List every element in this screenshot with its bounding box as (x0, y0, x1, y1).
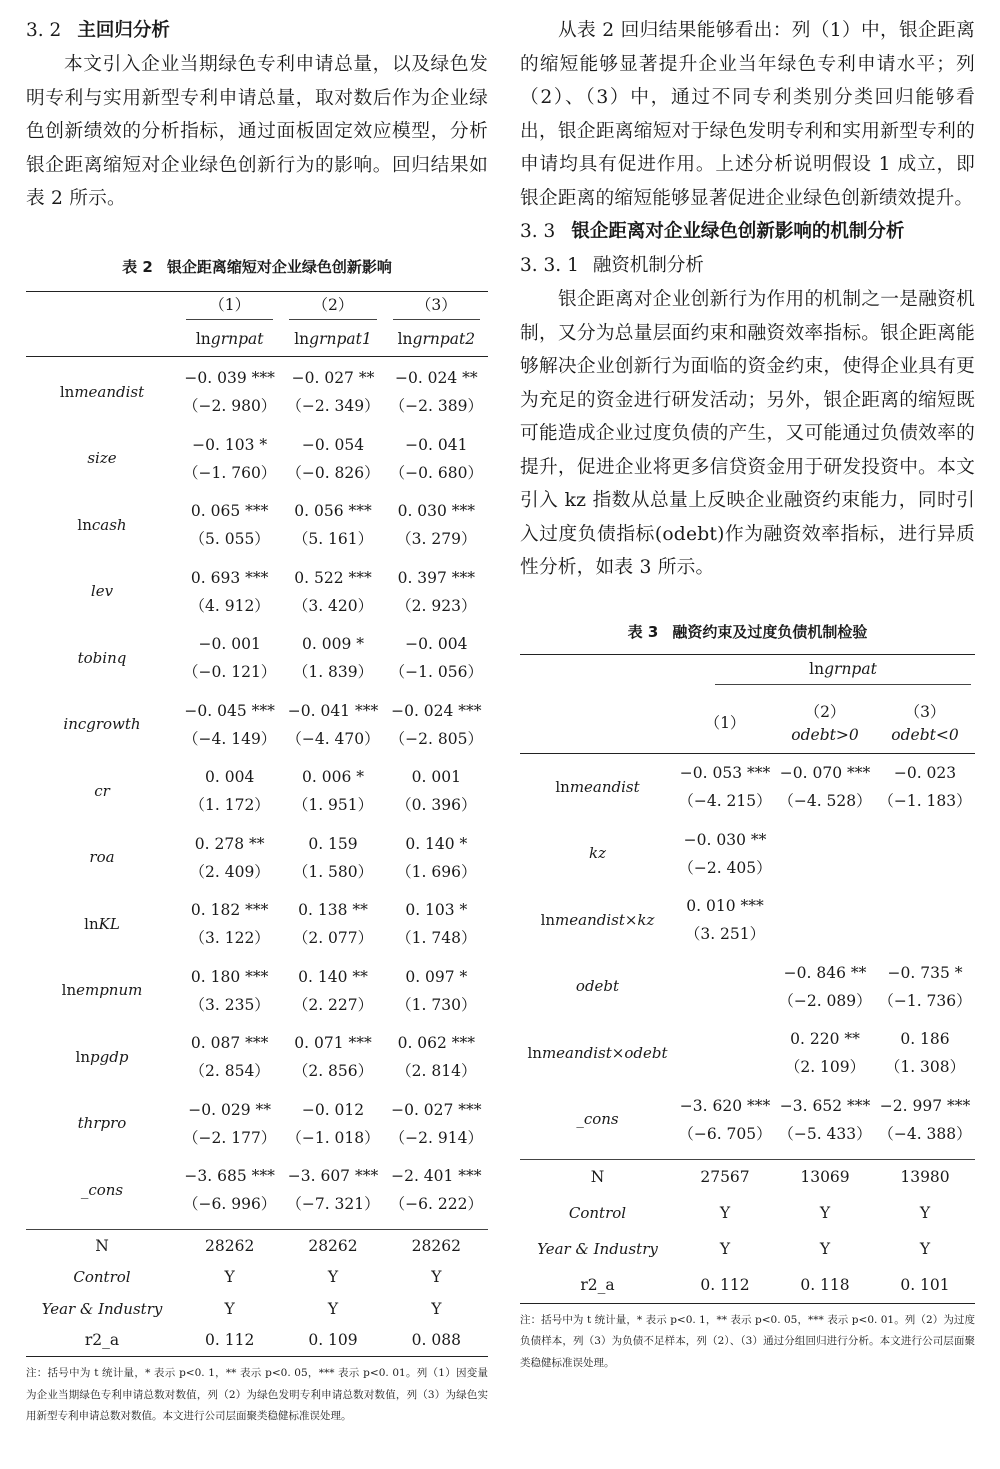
section-title: 银企距离对企业绿色创新影响的机制分析 (571, 221, 905, 242)
t-stat-value: （2. 923） (396, 596, 477, 615)
section-title: 主回归分析 (77, 20, 170, 41)
stat-value: 0. 088 (385, 1325, 488, 1357)
coefficient-row (26, 631, 488, 658)
table-title: 银企距离缩短对企业绿色创新影响 (166, 257, 392, 276)
stat-value: Y (327, 1299, 339, 1318)
variable-name: lnmeandist×kz (540, 910, 655, 929)
coefficient-row (26, 564, 488, 591)
stat-row (520, 1267, 975, 1303)
coefficient-value: −3. 685 *** (184, 1167, 275, 1185)
coefficient-row (26, 897, 488, 924)
t-stat-value: （−2. 914） (389, 1128, 483, 1147)
dependent-variable: lngrnpat1 (281, 322, 384, 357)
column-number: （2） (281, 291, 384, 322)
t-stat-value: （−4. 528） (778, 792, 872, 810)
variable-name: lnmeandist (59, 382, 145, 401)
coefficient-value: −3. 607 *** (287, 1167, 379, 1185)
stat-value: 0. 109 (281, 1325, 384, 1357)
t-stat-value: （2. 856） (292, 1062, 374, 1080)
row-spacer (520, 880, 975, 893)
t-stat-value: （0. 396） (396, 796, 477, 814)
t-stat-value: （−2. 980） (183, 397, 277, 415)
paragraph-main-regression: 本文引入企业当期绿色专利申请总量，以及绿色发明专利与实用新型专利申请总量，取对数后作为企业绿色创新绩效的分析指标，通过面板固定效应模型，分析银企距离缩短对企业绿色创新行为的影响。回归结果如表 2 所示。 (26, 54, 488, 209)
stat-value: Y (919, 1204, 931, 1222)
t-stat-value: （−2. 349） (286, 397, 380, 415)
stat-value: Y (819, 1240, 831, 1258)
t-stat-value: （−7. 321） (286, 1195, 380, 1213)
coefficient-value: −0. 004 (405, 635, 468, 653)
coefficient-value: 0. 186 (900, 1030, 950, 1048)
coefficient-value: 0. 010 *** (686, 897, 764, 915)
table-number: 表 2 (122, 257, 153, 276)
variable-name: lnmeandist×odebt (527, 1043, 668, 1062)
coefficient-value: −0. 001 (198, 635, 261, 653)
stat-value: 27567 (675, 1159, 775, 1195)
t-stat-value: （−4. 149） (183, 729, 277, 748)
coefficient-value: 0. 004 (205, 768, 255, 786)
stat-value: Y (431, 1299, 442, 1318)
header-blank (26, 291, 178, 322)
stat-value: Y (719, 1240, 731, 1258)
t-stat-value (675, 986, 775, 1013)
coefficient-value: 0. 140 * (405, 834, 468, 853)
t-stat-value (775, 853, 875, 880)
t-stat-value: （2. 409） (189, 862, 270, 881)
stat-value: 0. 112 (675, 1267, 775, 1303)
coefficient-value: −0. 846 ** (783, 963, 867, 982)
stat-value: Y (327, 1268, 339, 1287)
coefficient-value (775, 893, 875, 920)
coefficient-value: −0. 041 (405, 435, 468, 454)
t-stat-value: （3. 235） (189, 995, 270, 1014)
coefficient-value: 0. 140 ** (298, 967, 368, 986)
t-stat-value: （−1. 018） (286, 1128, 380, 1147)
variable-name: cr (94, 781, 110, 800)
stat-row (520, 1231, 975, 1267)
header-blank (520, 654, 675, 691)
t-stat-value: （1. 748） (396, 929, 477, 947)
t-stat-value: （2. 227） (292, 995, 374, 1014)
t-stat-value: （5. 055） (189, 530, 270, 548)
section-heading-3-2 (26, 14, 488, 48)
variable-name: lnempnum (61, 981, 143, 999)
header-blank (26, 322, 178, 357)
table-2-note: 注：括号中为 t 统计量，* 表示 p<0. 1，** 表示 p<0. 05，*** 表示 p<0. 01。列（1）因变量为企业当期绿色专利申请总数对数值，列（2）为绿色发明专利申请总数对数值，列（3）为绿色实用新型专利申请总数对数值。本文进行公司层面聚类稳健标准误处理。 (26, 1367, 488, 1422)
t-stat-value: （2. 077） (292, 929, 374, 947)
variable-name: size (87, 449, 117, 467)
section-number: 3. 3 (520, 221, 556, 242)
coefficient-value: 0. 220 ** (790, 1030, 860, 1048)
t-stat-value (875, 853, 975, 880)
stat-row (26, 1325, 488, 1357)
subsection-number: 3. 3. 1 (520, 255, 579, 276)
coefficient-value: 0. 278 ** (194, 834, 265, 853)
stat-row (26, 1262, 488, 1294)
t-stat-value: （−4. 215） (678, 792, 772, 810)
row-spacer (26, 1084, 488, 1097)
coefficient-value: −0. 024 ** (394, 369, 478, 387)
stat-value: 28262 (281, 1230, 384, 1262)
row-spacer (520, 1013, 975, 1026)
row-spacer (26, 751, 488, 764)
variable-name: _cons (576, 1110, 619, 1128)
t-stat-value: （−1. 736） (878, 991, 972, 1010)
t-stat-value: （1. 730） (396, 995, 477, 1014)
coefficient-row (26, 1163, 488, 1190)
coefficient-row (520, 826, 975, 853)
coefficient-value: 0. 056 *** (294, 502, 372, 520)
t-stat-value: （−0. 680） (389, 463, 483, 482)
t-stat-value: （−2. 089） (778, 991, 872, 1010)
coefficient-value: 0. 159 (308, 834, 358, 853)
left-column (26, 0, 488, 1428)
t-stat-value: （−6. 222） (389, 1195, 483, 1213)
stat-value: 0. 118 (775, 1267, 875, 1303)
coefficient-value: −0. 023 (893, 764, 957, 782)
coefficient-value (675, 1026, 775, 1053)
t-stat-value: （2. 814） (396, 1062, 477, 1080)
coefficient-value: 0. 182 *** (190, 901, 269, 919)
coefficient-row (26, 963, 488, 990)
row-spacer (26, 618, 488, 631)
t-stat-value: （3. 279） (396, 530, 477, 548)
coefficient-value: −0. 030 ** (683, 830, 767, 849)
t-stat-value: （−1. 183） (878, 792, 972, 810)
coefficient-value: −0. 041 *** (287, 701, 379, 720)
coefficient-value: 0. 138 ** (298, 901, 368, 919)
coefficient-value: −0. 024 *** (391, 701, 482, 720)
stat-value: 13980 (875, 1159, 975, 1195)
subsection-title: 融资机制分析 (592, 255, 704, 276)
t-stat-value: （1. 172） (189, 796, 270, 814)
stat-row (26, 1293, 488, 1325)
row-spacer (26, 951, 488, 964)
t-stat-value: （−1. 760） (183, 463, 277, 482)
variable-name: thrpro (77, 1114, 127, 1132)
variable-name: tobinq (77, 648, 127, 667)
variable-name: Control (73, 1268, 131, 1287)
coefficient-value: 0. 030 *** (397, 502, 476, 520)
variable-name: r2_a (520, 1267, 675, 1303)
subsection-heading-3-3-1 (520, 249, 975, 283)
stat-value: Y (224, 1268, 235, 1287)
t-stat-value: （1. 696） (396, 862, 477, 881)
t-stat-value: （−4. 470） (286, 729, 380, 748)
row-spacer (26, 552, 488, 565)
stat-value: Y (719, 1204, 731, 1222)
coefficient-value: 0. 062 *** (397, 1034, 476, 1052)
right-column (520, 0, 975, 1374)
dependent-variable: lngrnpat (178, 322, 281, 357)
header-row-dependent (26, 322, 488, 357)
coefficient-row (520, 959, 975, 986)
t-stat-value: （1. 308） (884, 1058, 966, 1076)
coefficient-row (26, 830, 488, 857)
variable-name: odebt (575, 977, 620, 995)
coefficient-value (675, 959, 775, 986)
t-stat-value: （−5. 433） (778, 1124, 872, 1143)
stat-value: 0. 112 (178, 1325, 281, 1357)
t-stat-value: （3. 420） (292, 596, 374, 615)
coefficient-value: −0. 070 *** (779, 764, 871, 782)
t-stat-value: （1. 580） (292, 862, 374, 881)
table-3-caption (520, 621, 975, 642)
subsample-label: odebt>0 (791, 725, 859, 744)
coefficient-value: 0. 001 (411, 768, 461, 786)
t-stat-value (675, 1053, 775, 1080)
variable-name: Year & Industry (537, 1240, 658, 1258)
t-stat-value (875, 920, 975, 947)
column-number: （3） odebt<0 (875, 691, 975, 754)
variable-name: Year & Industry (41, 1299, 163, 1318)
row-spacer (26, 1017, 488, 1030)
coefficient-row (520, 1092, 975, 1119)
stat-value: 13069 (775, 1159, 875, 1195)
t-stat-value: （−4. 388） (878, 1124, 972, 1143)
t-stat-value: （−2. 805） (389, 729, 483, 748)
variable-name: lncash (77, 515, 127, 534)
coefficient-value: 0. 397 *** (397, 568, 476, 587)
coefficient-value: −2. 997 *** (879, 1096, 971, 1115)
coefficient-value (775, 826, 875, 853)
stat-value: Y (819, 1204, 831, 1222)
variable-name: kz (589, 844, 606, 862)
header-row-numbers (26, 291, 488, 322)
coefficient-value: −0. 103 * (192, 435, 268, 454)
stat-row (520, 1159, 975, 1195)
t-stat-value: （−0. 121） (183, 663, 277, 681)
coefficient-value: −0. 039 *** (184, 369, 275, 387)
coefficient-row (26, 431, 488, 458)
stat-row (26, 1230, 488, 1262)
paragraph-financing-mechanism: 银企距离对企业创新行为作用的机制之一是融资机制，又分为总量层面约束和融资效率指标。银企距离能够解决企业创新行为面临的资金约束，使得企业具有更为充足的资金进行研发活动；另外，银企距离的缩短既可能造成企业过度负债的产生，又可能通过负债效率的提升，促进企业将更多信贷资金用于研发投资中。本文引入 kz 指数从总量上反映企业融资约束能力，同时引入过度负债指标(odebt)作为融资效率指标，进行异质性分析，如表 3 所示。 (520, 289, 975, 578)
coefficient-row (26, 1096, 488, 1123)
variable-name: lnpgdp (75, 1047, 129, 1066)
header-row-dependent (520, 654, 975, 691)
table-2-caption (26, 256, 488, 277)
t-stat-value: （2. 854） (189, 1062, 270, 1080)
t-stat-value: （−1. 056） (389, 663, 483, 681)
subsample-label: odebt<0 (891, 725, 959, 744)
row-spacer (26, 1150, 488, 1163)
coefficient-value: −0. 054 (301, 435, 365, 454)
column-number: （2） odebt>0 (775, 691, 875, 754)
stat-value: 0. 101 (875, 1267, 975, 1303)
coefficient-row (26, 697, 488, 724)
coefficient-row (520, 753, 975, 787)
coefficient-value: −0. 045 *** (184, 701, 275, 720)
variable-name: N (520, 1159, 675, 1195)
coefficient-value: −0. 029 ** (188, 1100, 272, 1119)
stat-value: 28262 (385, 1230, 488, 1262)
t-stat-value: （−2. 177） (183, 1128, 277, 1147)
stat-row (520, 1195, 975, 1231)
dependent-variable: lngrnpat (675, 654, 975, 691)
table-2 (26, 291, 488, 1358)
row-spacer (26, 818, 488, 831)
coefficient-value: 0. 009 * (302, 635, 364, 653)
coefficient-row (26, 356, 488, 392)
row-spacer (26, 685, 488, 698)
stat-value: Y (919, 1240, 931, 1258)
t-stat-value: （3. 122） (189, 929, 270, 947)
table-3-note: 注：括号中为 t 统计量，* 表示 p<0. 1，** 表示 p<0. 05，*** 表示 p<0. 01。列（2）为过度负债样本，列（3）为负债不足样本，列（2）、（3）通过分组回归进行分析。本文进行公司层面聚类稳健标准误处理。 (520, 1313, 975, 1369)
coefficient-row (520, 893, 975, 920)
row-spacer (520, 1080, 975, 1093)
coefficient-value: −2. 401 *** (391, 1167, 482, 1185)
t-stat-value: （3. 251） (684, 925, 766, 943)
variable-name: roa (89, 848, 115, 866)
variable-name: Control (568, 1204, 627, 1222)
dependent-variable: lngrnpat2 (385, 322, 488, 357)
coefficient-value: −3. 620 *** (679, 1096, 771, 1115)
coefficient-value: −0. 027 *** (391, 1100, 482, 1119)
coefficient-row (26, 764, 488, 791)
row-spacer (26, 884, 488, 897)
coefficient-value: 0. 006 * (302, 768, 364, 786)
variable-name: lev (90, 582, 114, 600)
stat-value: Y (431, 1268, 442, 1287)
table-title: 融资约束及过度负债机制检验 (672, 622, 868, 641)
coefficient-row (520, 1026, 975, 1053)
coefficient-value: −0. 027 ** (291, 369, 375, 387)
coefficient-value: 0. 097 * (405, 967, 468, 986)
t-stat-value (775, 920, 875, 947)
table-3 (520, 654, 975, 1304)
t-stat-value: （−0. 826） (286, 463, 380, 482)
coefficient-value: 0. 071 *** (294, 1034, 372, 1052)
t-stat-value: （−2. 389） (389, 397, 483, 415)
row-spacer (520, 947, 975, 960)
variable-name: lnKL (84, 914, 120, 933)
t-stat-value: （4. 912） (189, 596, 270, 615)
t-stat-value: （1. 951） (292, 796, 374, 814)
t-stat-value: （2. 109） (784, 1058, 866, 1076)
row-spacer (520, 1146, 975, 1159)
t-stat-value: （−6. 996） (183, 1195, 277, 1213)
paragraph-regression-results: 从表 2 回归结果能够看出：列（1）中，银企距离的缩短能够显著提升企业当年绿色专利申请水平；列（2）、（3）中，通过不同专利类别分类回归能够看出，银企距离缩短对于绿色发明专利和实用新型专利的申请均具有促进作用。上述分析说明假设 1 成立，即银企距离的缩短能够显著促进企业绿色创新绩效提升。 (520, 20, 975, 209)
coefficient-value: 0. 180 *** (190, 967, 269, 986)
coefficient-value (875, 893, 975, 920)
variable-name: lnmeandist (555, 777, 640, 796)
row-spacer (26, 419, 488, 432)
coefficient-value: −0. 735 * (887, 963, 963, 982)
section-number: 3. 2 (26, 20, 62, 41)
column-number: （1） (675, 691, 775, 754)
header-blank (520, 691, 675, 754)
column-number: （1） (178, 291, 281, 322)
coefficient-value: 0. 693 *** (190, 568, 269, 587)
header-row-numbers (520, 691, 975, 754)
section-heading-3-3 (520, 215, 975, 249)
variable-name: _cons (80, 1180, 124, 1199)
coefficient-row (26, 1030, 488, 1057)
t-stat-value: （−2. 405） (678, 858, 772, 877)
coefficient-value: −0. 053 *** (679, 764, 771, 782)
table-number: 表 3 (627, 622, 659, 641)
coefficient-row (26, 498, 488, 525)
coefficient-value (875, 826, 975, 853)
coefficient-value: −0. 012 (301, 1100, 365, 1119)
variable-name: r2_a (26, 1325, 178, 1357)
coefficient-value: 0. 087 *** (190, 1034, 269, 1052)
row-spacer (26, 1217, 488, 1230)
coefficient-value: 0. 522 *** (294, 568, 372, 587)
variable-name: N (26, 1230, 178, 1262)
t-stat-value: （5. 161） (292, 530, 374, 548)
row-spacer (26, 485, 488, 498)
variable-name: incgrowth (63, 715, 141, 733)
coefficient-value: 0. 065 *** (190, 502, 269, 520)
column-number: （3） (385, 291, 488, 322)
stat-value: 28262 (178, 1230, 281, 1262)
t-stat-value: （−6. 705） (678, 1124, 772, 1143)
coefficient-value: 0. 103 * (405, 901, 468, 919)
row-spacer (520, 814, 975, 827)
t-stat-value: （1. 839） (292, 663, 374, 681)
coefficient-value: −3. 652 *** (779, 1096, 871, 1115)
stat-value: Y (224, 1299, 235, 1318)
